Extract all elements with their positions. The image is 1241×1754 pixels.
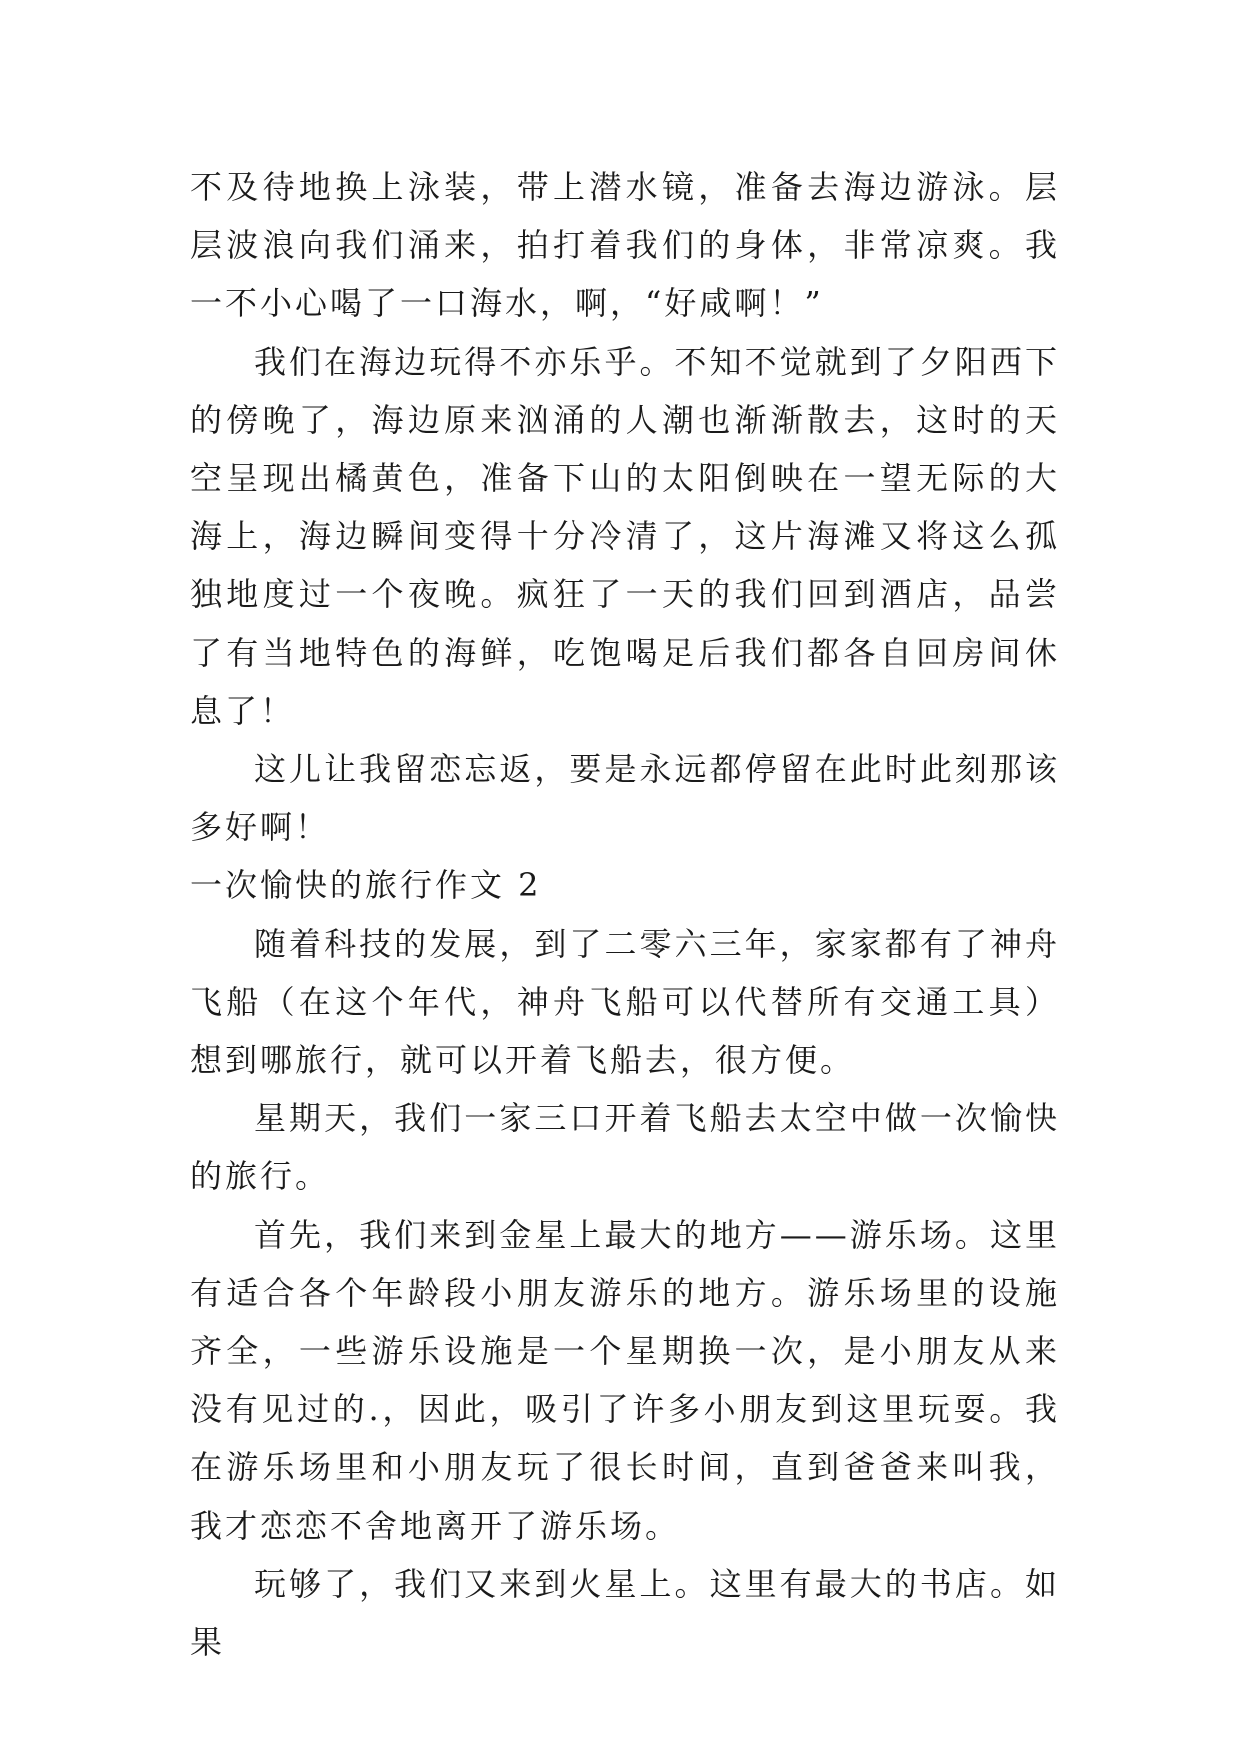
document-body xyxy=(190,158,1060,1671)
paragraph-7: 玩够了，我们又来到火星上。这里有最大的书店。如果 xyxy=(190,1564,1060,1662)
paragraph-4: 随着科技的发展，到了二零六三年，家家都有了神舟飞船（在这个年代，神舟飞船可以代替所有交通工具）想到哪旅行，就可以开着飞船去，很方便。 xyxy=(190,924,1060,1080)
section-heading: 一次愉快的旅行作文 2 xyxy=(190,866,542,905)
paragraph-2: 我们在海边玩得不亦乐乎。不知不觉就到了夕阳西下的傍晚了，海边原来汹涌的人潮也渐渐散去，这时的天空呈现出橘黄色，准备下山的太阳倒映在一望无际的大海上，海边瞬间变得十分冷清了，这片海滩又将这么孤独地度过一个夜晚。疯狂了一天的我们回到酒店，品尝了有当地特色的海鲜，吃饱喝足后我们都各自回房间休息了！ xyxy=(190,342,1060,730)
paragraph-3: 这儿让我留恋忘返，要是永远都停留在此时此刻那该多好啊！ xyxy=(190,750,1060,847)
paragraph-5: 星期天，我们一家三口开着飞船去太空中做一次愉快的旅行。 xyxy=(190,1099,1060,1196)
paragraph-6: 首先，我们来到金星上最大的地方——游乐场。这里有适合各个年龄段小朋友游乐的地方。游乐场里的设施齐全，一些游乐设施是一个星期换一次，是小朋友从来没有见过的.，因此，吸引了许多小朋友到这里玩耍。我在游乐场里和小朋友玩了很长时间，直到爸爸来叫我，我才恋恋不舍地离开了游乐场。 xyxy=(190,1215,1060,1545)
paragraph-1: 不及待地换上泳装，带上潜水镜，准备去海边游泳。层层波浪向我们涌来，拍打着我们的身体，非常凉爽。我一不小心喝了一口海水，啊，“好咸啊！” xyxy=(190,168,1060,323)
